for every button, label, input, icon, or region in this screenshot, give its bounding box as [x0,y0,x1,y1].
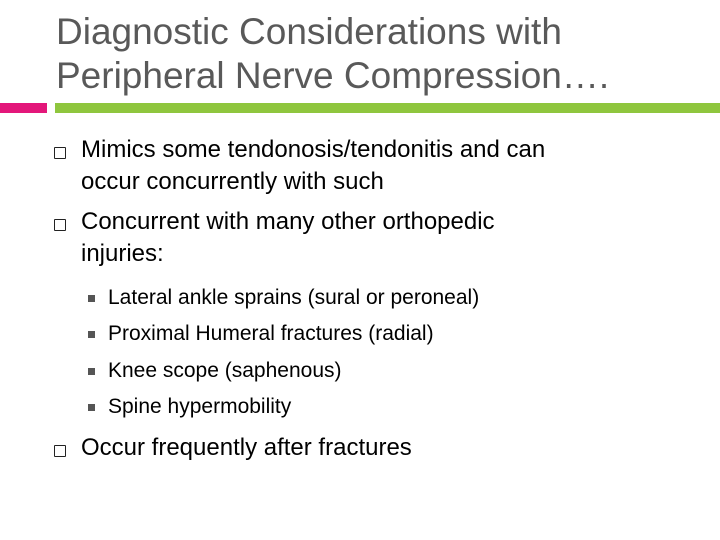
sub-bullet-item-4 [88,391,648,427]
sub-bullet-text: Proximal Humeral fractures (radial) [108,322,434,345]
bullet-line: occur concurrently with such [81,168,384,195]
sub-bullet-item-3 [88,355,648,391]
sub-bullet-text: Spine hypermobility [108,395,292,418]
bullet-text [81,432,661,464]
bullet-line: Concurrent with many other orthopedic [81,208,495,235]
slide-title-line-1: Diagnostic Considerations with [56,11,562,52]
bullet-item-1 [54,138,654,202]
bullet-line: Occur frequently after fractures [81,434,412,461]
square-bullet-icon [88,368,95,375]
bullet-item-3 [54,436,654,470]
slide-title-line-2: Peripheral Nerve Compression…. [56,55,610,96]
box-bullet-icon [54,147,66,159]
box-bullet-icon [54,445,66,457]
square-bullet-icon [88,295,95,302]
bullet-text [81,206,661,270]
bullet-line: Mimics some tendonosis/tendonitis and can [81,136,546,163]
square-bullet-icon [88,331,95,338]
bullet-text [81,134,661,198]
box-bullet-icon [54,219,66,231]
sub-bullet-text: Knee scope (saphenous) [108,359,342,382]
sub-bullet-text: Lateral ankle sprains (sural or peroneal) [108,286,480,309]
square-bullet-icon [88,404,95,411]
bullet-line: injuries: [81,240,164,267]
bullet-item-2 [54,210,654,274]
sub-bullet-item-2 [88,318,648,354]
sub-bullet-item-1 [88,282,648,318]
